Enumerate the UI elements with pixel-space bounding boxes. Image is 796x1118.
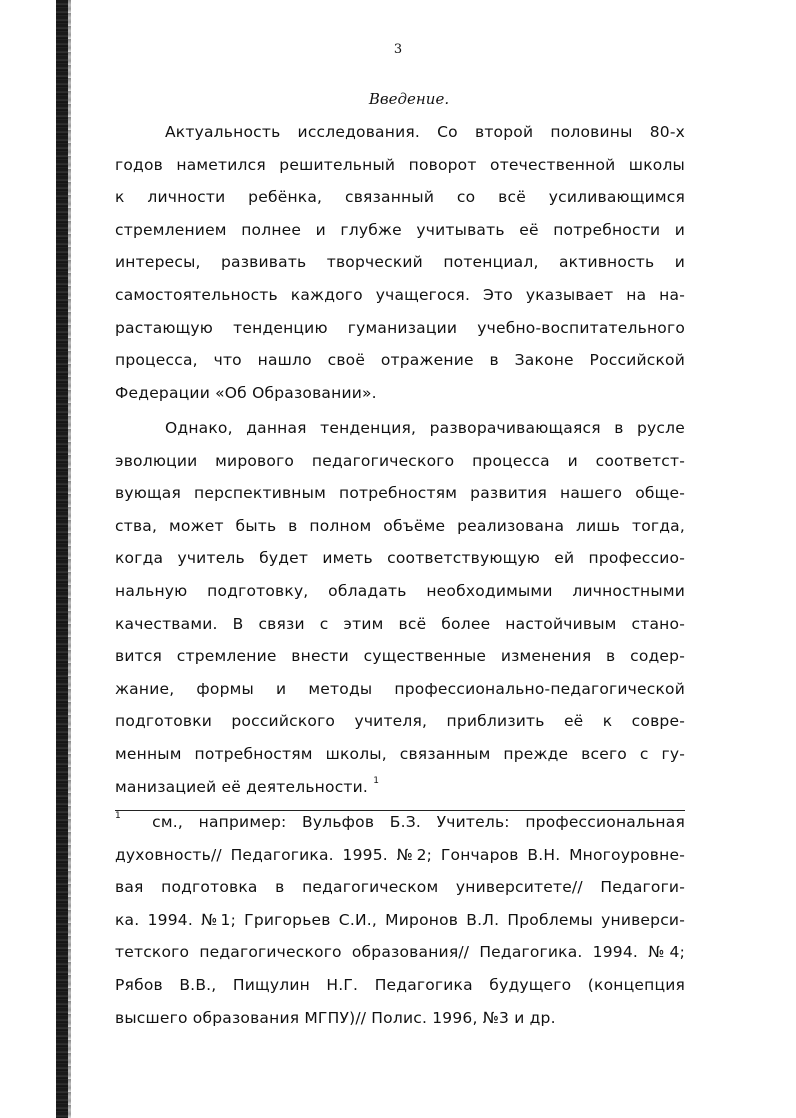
paragraph-line: эволюции мирового педагогического процесса и соответст-	[115, 451, 685, 470]
paragraph-line: интересы, развивать творческий потенциал, активность и	[115, 253, 685, 272]
paragraph-line: годов наметился решительный поворот отечественной школы	[115, 155, 685, 174]
footnote-line: высшего образования МГПУ)// Полис. 1996, №3 и др.	[115, 1008, 556, 1027]
paragraph-line: манизацией её деятельности.	[115, 777, 369, 796]
footnote	[115, 806, 685, 1034]
footnote-reference: 1	[373, 775, 380, 786]
paragraph-however	[115, 412, 685, 803]
paragraph-line: нальную подготовку, обладать необходимыми личностными	[115, 581, 685, 600]
paragraph-line: вится стремление внести существенные изменения в содер-	[115, 647, 685, 666]
paragraph-line: Актуальность исследования. Со второй половины 80-х	[165, 123, 685, 141]
paragraph-line: Однако, данная тенденция, разворачивающаяся в русле	[165, 419, 685, 437]
paragraph-relevance	[115, 116, 685, 409]
paragraph-line: менным потребностям школы, связанным прежде всего с гу-	[115, 744, 685, 763]
footnote-line: вая подготовка в педагогическом университете// Педагоги-	[115, 878, 685, 897]
paragraph-line: жание, формы и методы профессионально-педагогической	[115, 679, 685, 698]
paragraph-line: стремлением полнее и глубже учитывать её потребности и	[115, 220, 685, 239]
paragraph-line: Федерации «Об Образовании».	[115, 383, 377, 402]
paragraph-line: вующая перспективным потребностям развития нашего обще-	[115, 484, 685, 503]
footnote-line: см., например: Вульфов Б.З. Учитель: профессиональная	[152, 813, 685, 831]
scan-edge-shadow	[68, 0, 71, 1118]
paragraph-line: когда учитель будет иметь соответствующую ей профессио-	[115, 549, 685, 568]
footnote-line: ка. 1994. №1; Григорьев С.И., Миронов В.Л. Проблемы универси-	[115, 910, 685, 929]
page-number: 3	[393, 42, 403, 57]
paragraph-line: растающую тенденцию гуманизации учебно-воспитательного	[115, 318, 685, 337]
paragraph-line: самостоятельность каждого учащегося. Это указывает на на-	[115, 285, 685, 304]
paragraph-line: процесса, что нашло своё отражение в Законе Российской	[115, 351, 685, 370]
paragraph-last-line	[115, 771, 685, 804]
footnote-line: тетского педагогического образования// Педагогика. 1994. №4;	[115, 943, 685, 962]
footnote-line: Рябов В.В., Пищулин Н.Г. Педагогика будущего (концепция	[115, 975, 685, 994]
footnote-first-line	[115, 806, 685, 839]
scan-binding-edge	[56, 0, 68, 1118]
footnote-marker: 1	[115, 811, 121, 821]
paragraph-line: ства, может быть в полном объёме реализована лишь тогда,	[115, 516, 685, 535]
paragraph-line: качествами. В связи с этим всё более настойчивым стано-	[115, 614, 685, 633]
footnote-line: духовность// Педагогика. 1995. №2; Гончаров В.Н. Многоуровне-	[115, 845, 685, 864]
section-heading: Введение.	[368, 90, 450, 108]
paragraph-line: подготовки российского учителя, приблизить её к совре-	[115, 712, 685, 731]
paragraph-line: к личности ребёнка, связанный со всё усиливающимся	[115, 188, 685, 207]
